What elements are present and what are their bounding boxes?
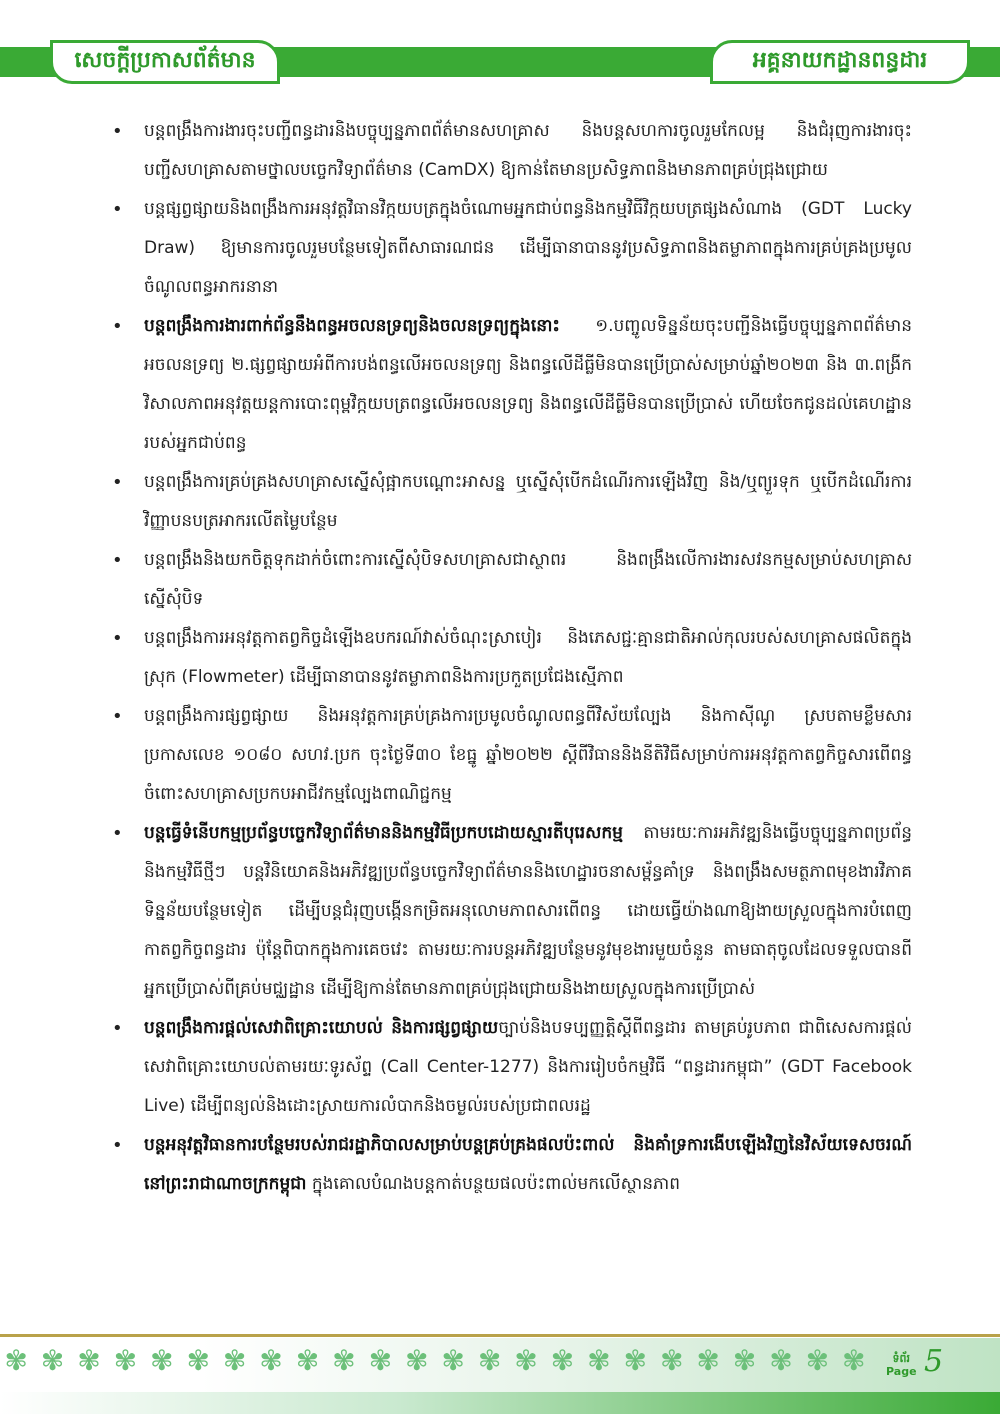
ornament-icon: ✾ (805, 1344, 830, 1377)
ornament-icon: ✾ (332, 1344, 356, 1377)
ornament-icon: ✾ (186, 1344, 211, 1377)
item-lead: បន្តអនុវត្តវិធានការបន្ថែមរបស់រាជរដ្ឋាភិបាលសម្រាប់បន្តគ្រប់គ្រងផលប៉ះពាល់ និងគាំទ្រការងើបឡើងវិញនៃវិស័យទេសចរណ៍នៅព្រះរាជាណាចក្រកម្ពុជា (144, 1135, 912, 1194)
page-label (886, 1352, 917, 1378)
item-text: បន្តពង្រឹងការងារចុះបញ្ជីពន្ធដារនិងបច្ចុប្បន្នភាពព័ត៌មានសហគ្រាស និងបន្តសហការចូលរួមកែលម្អ និងជំរុញការងារចុះបញ្ជីសហគ្រាសតាមថ្នាលបច្ចេកវិទ្យាព័ត៌មាន (CamDX) ឱ្យកាន់តែមានប្រសិទ្ធភាពនិងមានភាពគ្រប់ជ្រុងជ្រោយ (144, 121, 912, 180)
list-item (112, 1126, 912, 1204)
bullet-icon: • (112, 823, 123, 844)
ornament-icon: ✾ (223, 1344, 247, 1377)
header-right-title: អគ្គនាយកដ្ឋានពន្ធដារ (710, 40, 970, 84)
list-item (112, 463, 912, 541)
ornament-icon: ✾ (660, 1344, 684, 1377)
item-text: បន្តផ្សព្វផ្សាយនិងពង្រឹងការអនុវត្តវិធានវិក្កយបត្រក្នុងចំណោមអ្នកជាប់ពន្ធនិងកម្មវិធីវិក្កយបត្រផ្សងសំណាង (GDT Lucky Draw) ឱ្យមានការចូលរួមបន្ថែមទៀតពីសាធារណជន ដើម្បីធានាបាននូវប្រសិទ្ធភាពនិងតម្លាភាពក្នុងការគ្រប់គ្រងប្រមូលចំណូលពន្ធអាករនានា (144, 199, 912, 297)
item-lead: បន្តពង្រឹងការផ្តល់សេវាពិគ្រោះយោបល់ និងការផ្សព្វផ្សាយ (144, 1018, 499, 1038)
bullet-icon: • (112, 472, 123, 493)
list-item (112, 814, 912, 1009)
item-text: បន្តពង្រឹងការអនុវត្តកាតព្វកិច្ចដំឡើងឧបករណ៍វាស់ចំណុះស្រាបៀរ និងភេសជ្ជៈគ្មានជាតិអាល់កុលរបស់សហគ្រាសផលិតក្នុងស្រុក (Flowmeter) ដើម្បីធានាបាននូវតម្លាភាពនិងការប្រកួតប្រជែងស្មើភាព (144, 628, 912, 687)
list-item (112, 112, 912, 190)
ornament-icon: ✾ (732, 1344, 757, 1377)
bullet-icon: • (112, 1018, 123, 1039)
bullet-icon: • (112, 1135, 123, 1156)
bullet-icon: • (112, 199, 123, 220)
item-text: បន្តពង្រឹងការគ្រប់គ្រងសហគ្រាសស្នើសុំផ្អាកបណ្តោះអាសន្ន ឬស្នើសុំបើកដំណើរការឡើងវិញ និង/ឬព្យួរទុក ឬបើកដំណើរការវិញ្ញាបនបត្រអាករលើតម្លៃបន្ថែម (144, 472, 912, 531)
item-lead: បន្តធ្វើទំនើបកម្មប្រព័ន្ធបច្ចេកវិទ្យាព័ត៌មាននិងកម្មវិធីប្រកបដោយស្មារតីបុរេសកម្ម (144, 823, 623, 843)
ornament-icon: ✾ (40, 1344, 65, 1377)
item-text: បន្តពង្រឹងនិងយកចិត្តទុកដាក់ចំពោះការស្នើសុំបិទសហគ្រាសជាស្ថាពរ និងពង្រឹងលើការងារសវនកម្មសម្រាប់សហគ្រាសស្នើសុំបិទ (144, 550, 912, 609)
bullet-list (112, 112, 912, 1204)
ornament-icon: ✾ (623, 1344, 648, 1377)
ornament-icon: ✾ (150, 1344, 174, 1377)
ornament-icon: ✾ (696, 1344, 720, 1377)
list-item (112, 697, 912, 814)
document-body (112, 112, 912, 1204)
item-text: ច្បាប់និងបទប្បញ្ញត្តិស្តីពីពន្ធដារ តាមគ្រប់រូបភាព ជាពិសេសការផ្តល់សេវាពិគ្រោះយោបល់តាមរយៈទូរស័ព្ទ (Call Center-1277) និងការរៀបចំកម្មវិធី “ពន្ធដារកម្ពុជា” (GDT Facebook Live) ដើម្បីពន្យល់និងដោះស្រាយការលំបាកនិងចម្ងល់របស់ប្រជាពលរដ្ឋ (144, 1018, 912, 1116)
footer-gradient-strip (0, 1392, 1000, 1414)
page-label-khmer: ទំព័រ (892, 1352, 910, 1365)
item-text: ក្នុងគោលបំណងបន្តកាត់បន្ថយផលប៉ះពាល់មកលើស្ថានភាព (306, 1174, 680, 1194)
ornament-icon: ✾ (514, 1344, 538, 1377)
header-left-title: សេចក្តីប្រកាសព័ត៌មាន (50, 40, 280, 84)
ornament-icon: ✾ (477, 1344, 502, 1377)
ornament-icon: ✾ (113, 1344, 138, 1377)
item-text: ១.បញ្ចូលទិន្នន័យចុះបញ្ជីនិងធ្វើបច្ចុប្បន្នភាពព័ត៌មានអចលនទ្រព្យ ២.ផ្សព្វផ្សាយអំពីការបង់ពន្ធលើអចលនទ្រព្យ និងពន្ធលើដីធ្លីមិនបានប្រើប្រាស់សម្រាប់ឆ្នាំ២០២៣ និង ៣.ពង្រីកវិសាលភាពអនុវត្តយន្តការបោះពុម្ពវិក្កយបត្រពន្ធលើអចលនទ្រព្យ និងពន្ធលើដីធ្លីមិនបានប្រើប្រាស់ ហើយចែកជូនដល់គេហដ្ឋានរបស់អ្នកជាប់ពន្ធ (144, 316, 912, 453)
item-text: បន្តពង្រឹងការផ្សព្វផ្សាយ និងអនុវត្តការគ្រប់គ្រងការប្រមូលចំណូលពន្ធពីវិស័យល្បែង និងកាស៊ីណូ ស្របតាមខ្លឹមសារប្រកាសលេខ ១០៨០ សហវ.ប្រក ចុះថ្ងៃទី៣០ ខែធ្នូ ឆ្នាំ២០២២ ស្តីពីវិធាននិងនីតិវិធីសម្រាប់ការអនុវត្តកាតព្វកិច្ចសារពើពន្ធចំពោះសហគ្រាសប្រកបអាជីវកម្មល្បែងពាណិជ្ជកម្ម (144, 706, 912, 804)
ornament-icon: ✾ (769, 1344, 793, 1377)
ornament-icon: ✾ (295, 1344, 320, 1377)
bullet-icon: • (112, 550, 123, 571)
ornament-icon: ✾ (259, 1344, 283, 1377)
list-item (112, 307, 912, 463)
list-item (112, 190, 912, 307)
item-text: តាមរយៈការអភិវឌ្ឍនិងធ្វើបច្ចុប្បន្នភាពប្រព័ន្ធនិងកម្មវិធីថ្មីៗ បន្តវិនិយោគនិងអភិវឌ្ឍប្រព័ន្ធបច្ចេកវិទ្យាព័ត៌មាននិងហេដ្ឋារចនាសម្ព័ន្ធគាំទ្រ និងពង្រឹងសមត្ថភាពមុខងារវិភាគទិន្នន័យបន្ថែមទៀត ដើម្បីបន្តជំរុញបង្កើនកម្រិតអនុលោមភាពសារពើពន្ធ ដោយធ្វើយ៉ាងណាឱ្យងាយស្រួលក្នុងការបំពេញកាតព្វកិច្ចពន្ធដារ ប៉ុន្តែពិបាកក្នុងការគេចវេះ តាមរយៈការបន្តអភិវឌ្ឍបន្ថែមនូវមុខងារមួយចំនួន តាមធាតុចូលដែលទទួលបានពីអ្នកប្រើប្រាស់ពីគ្រប់មជ្ឈដ្ឋាន ដើម្បីឱ្យកាន់តែមានភាពគ្រប់ជ្រុងជ្រោយនិងងាយស្រួលក្នុងការប្រើប្រាស់ (144, 823, 912, 999)
footer-ornaments (0, 1344, 870, 1380)
ornament-icon: ✾ (550, 1344, 575, 1377)
bullet-icon: • (112, 628, 123, 649)
ornament-icon: ✾ (405, 1344, 429, 1377)
item-lead: បន្តពង្រឹងការងារពាក់ព័ន្ធនឹងពន្ធអចលនទ្រព្យនិងចលនទ្រព្យក្នុងនោះ (144, 316, 560, 336)
page-number: 5 (924, 1344, 944, 1379)
ornament-icon: ✾ (77, 1344, 101, 1377)
ornament-icon: ✾ (587, 1344, 611, 1377)
ornament-icon: ✾ (4, 1344, 28, 1377)
bullet-icon: • (112, 706, 123, 727)
list-item (112, 541, 912, 619)
ornament-icon: ✾ (441, 1344, 465, 1377)
list-item (112, 619, 912, 697)
list-item (112, 1009, 912, 1126)
ornament-icon: ✾ (842, 1344, 866, 1377)
footer-divider (0, 1334, 1000, 1337)
bullet-icon: • (112, 121, 123, 142)
page-label-en: Page (886, 1365, 917, 1378)
bullet-icon: • (112, 316, 123, 337)
ornament-icon: ✾ (368, 1344, 393, 1377)
